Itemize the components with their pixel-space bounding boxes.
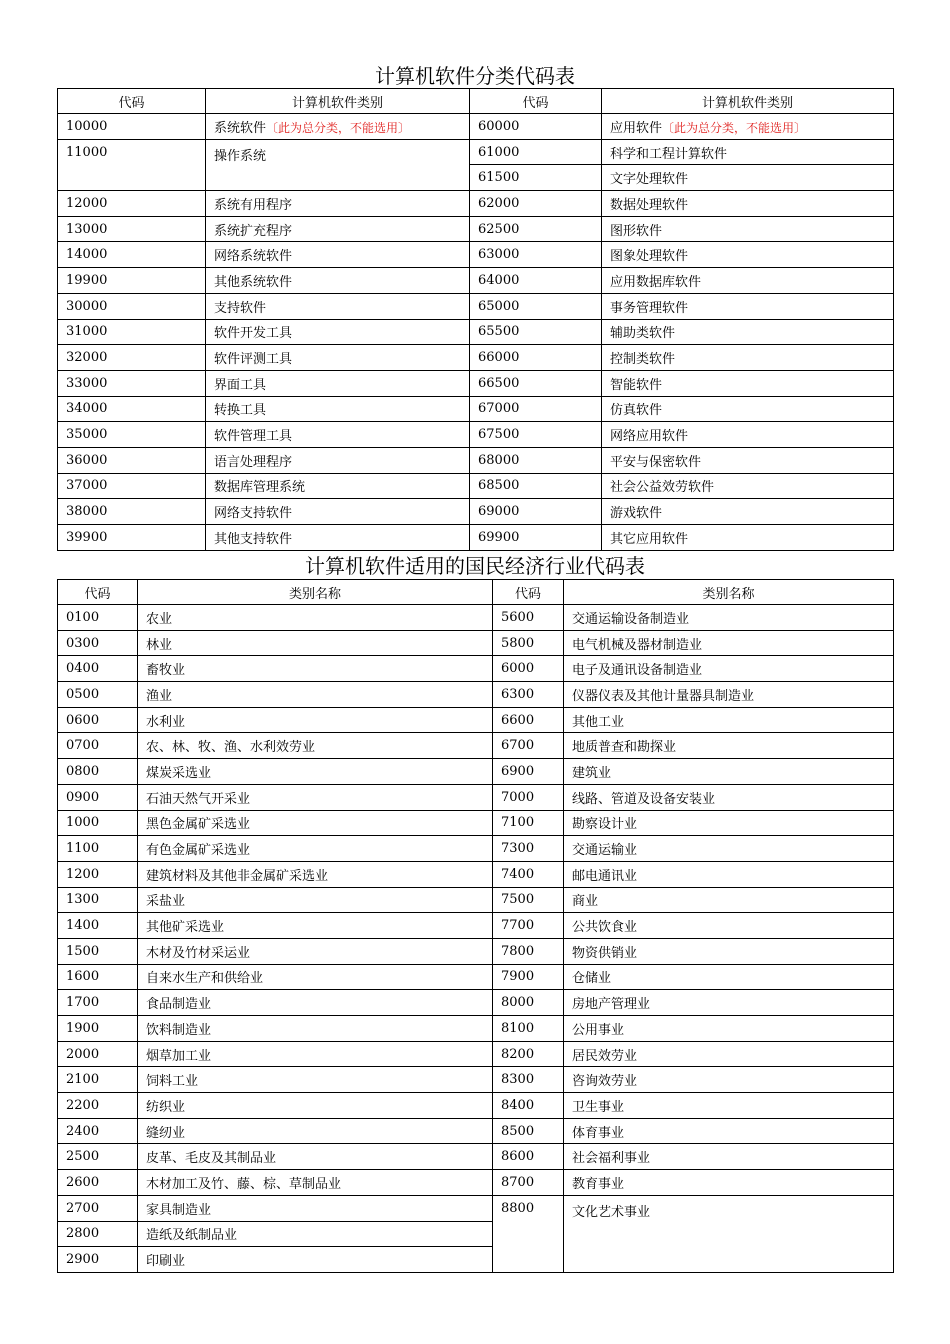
table-row	[58, 682, 894, 708]
name-cell: 商业	[564, 887, 894, 913]
header-code: 代码	[58, 89, 206, 114]
table-row	[58, 525, 894, 551]
code-cell: 39900	[58, 525, 206, 551]
category-cell	[206, 114, 470, 140]
name-cell: 建筑业	[564, 759, 894, 785]
code-cell: 1400	[58, 913, 138, 939]
table-row	[58, 759, 894, 785]
code-cell: 0300	[58, 630, 138, 656]
code-cell: 6000	[493, 656, 564, 682]
table-row	[58, 810, 894, 836]
code-cell: 5600	[493, 605, 564, 631]
code-cell: 14000	[58, 242, 206, 268]
code-cell: 12000	[58, 191, 206, 217]
table-row	[58, 707, 894, 733]
name-cell: 房地产管理业	[564, 990, 894, 1016]
name-cell: 居民效劳业	[564, 1041, 894, 1067]
name-cell: 物资供销业	[564, 938, 894, 964]
table-row	[58, 1093, 894, 1119]
code-cell: 8800	[493, 1195, 564, 1272]
code-cell: 8200	[493, 1041, 564, 1067]
header-category: 计算机软件类别	[602, 89, 894, 114]
category-cell: 社会公益效劳软件	[602, 473, 894, 499]
name-cell: 其他工业	[564, 707, 894, 733]
table-row	[58, 473, 894, 499]
code-cell: 30000	[58, 293, 206, 319]
category-cell: 科学和工程计算软件	[602, 139, 894, 165]
name-cell: 公共饮食业	[564, 913, 894, 939]
code-cell: 6700	[493, 733, 564, 759]
header-category: 计算机软件类别	[206, 89, 470, 114]
category-cell: 事务管理软件	[602, 293, 894, 319]
name-cell: 饲料工业	[138, 1067, 493, 1093]
table-row	[58, 1118, 894, 1144]
code-cell: 69900	[470, 525, 602, 551]
table-body	[58, 191, 894, 551]
code-cell: 0900	[58, 784, 138, 810]
header-code: 代码	[470, 89, 602, 114]
table-row	[58, 1067, 894, 1093]
name-cell: 木材加工及竹、藤、棕、草制品业	[138, 1170, 493, 1196]
code-cell: 7900	[493, 964, 564, 990]
table-row	[58, 319, 894, 345]
category-cell: 软件管理工具	[206, 422, 470, 448]
category-cell: 其他系统软件	[206, 268, 470, 294]
code-cell: 61500	[470, 165, 602, 191]
code-cell: 1200	[58, 861, 138, 887]
category-cell: 软件评测工具	[206, 345, 470, 371]
code-cell: 2700	[58, 1195, 138, 1221]
code-cell: 62500	[470, 216, 602, 242]
name-cell: 体育事业	[564, 1118, 894, 1144]
table-row	[58, 422, 894, 448]
category-cell: 转换工具	[206, 396, 470, 422]
category-cell: 应用数据库软件	[602, 268, 894, 294]
code-cell: 34000	[58, 396, 206, 422]
name-cell: 黑色金属矿采选业	[138, 810, 493, 836]
industry-code-title: 计算机软件适用的国民经济行业代码表	[305, 554, 645, 578]
code-cell: 1300	[58, 887, 138, 913]
name-cell: 咨询效劳业	[564, 1067, 894, 1093]
table-row	[58, 733, 894, 759]
code-cell: 2000	[58, 1041, 138, 1067]
name-cell: 勘察设计业	[564, 810, 894, 836]
name-cell: 畜牧业	[138, 656, 493, 682]
code-cell: 65500	[470, 319, 602, 345]
table-row	[58, 293, 894, 319]
name-cell: 仪器仪表及其他计量器具制造业	[564, 682, 894, 708]
code-cell: 68000	[470, 447, 602, 473]
name-cell: 自来水生产和供给业	[138, 964, 493, 990]
name-cell: 采盐业	[138, 887, 493, 913]
category-cell: 支持软件	[206, 293, 470, 319]
category-cell: 控制类软件	[602, 345, 894, 371]
name-cell: 电气机械及器材制造业	[564, 630, 894, 656]
table-row	[58, 216, 894, 242]
table-row	[58, 242, 894, 268]
software-classification-table	[57, 88, 894, 551]
table-row	[58, 836, 894, 862]
name-cell: 交通运输业	[564, 836, 894, 862]
code-cell: 0100	[58, 605, 138, 631]
category-cell: 系统扩充程序	[206, 216, 470, 242]
name-cell: 公用事业	[564, 1016, 894, 1042]
table-row	[58, 938, 894, 964]
table-row	[58, 370, 894, 396]
category-cell: 辅助类软件	[602, 319, 894, 345]
code-cell: 7400	[493, 861, 564, 887]
category-cell: 操作系统	[206, 139, 470, 190]
table-row	[58, 499, 894, 525]
name-cell: 建筑材料及其他非金属矿采选业	[138, 861, 493, 887]
code-cell: 69000	[470, 499, 602, 525]
category-cell: 文字处理软件	[602, 165, 894, 191]
code-cell: 13000	[58, 216, 206, 242]
table-row	[58, 990, 894, 1016]
header-code: 代码	[58, 580, 138, 605]
name-cell: 邮电通讯业	[564, 861, 894, 887]
code-cell: 38000	[58, 499, 206, 525]
name-cell: 缝纫业	[138, 1118, 493, 1144]
code-cell: 60000	[470, 114, 602, 140]
table-row	[58, 191, 894, 217]
code-cell: 8500	[493, 1118, 564, 1144]
table-row	[58, 1195, 894, 1221]
name-cell: 教育事业	[564, 1170, 894, 1196]
code-cell: 2100	[58, 1067, 138, 1093]
name-cell: 农业	[138, 605, 493, 631]
code-cell: 5800	[493, 630, 564, 656]
category-cell: 界面工具	[206, 370, 470, 396]
header-name: 类别名称	[138, 580, 493, 605]
name-cell: 文化艺术事业	[564, 1195, 894, 1272]
table-row	[58, 114, 894, 140]
code-cell: 67500	[470, 422, 602, 448]
table-row	[58, 396, 894, 422]
name-cell: 交通运输设备制造业	[564, 605, 894, 631]
table-header-row	[58, 580, 894, 605]
name-cell: 木材及竹材采运业	[138, 938, 493, 964]
name-cell: 饮料制造业	[138, 1016, 493, 1042]
table-row	[58, 447, 894, 473]
code-cell: 7100	[493, 810, 564, 836]
code-cell: 8300	[493, 1067, 564, 1093]
code-cell: 0800	[58, 759, 138, 785]
category-cell: 网络支持软件	[206, 499, 470, 525]
name-cell: 渔业	[138, 682, 493, 708]
category-name: 应用软件	[610, 120, 663, 136]
name-cell: 社会福利事业	[564, 1144, 894, 1170]
code-cell: 1700	[58, 990, 138, 1016]
name-cell: 林业	[138, 630, 493, 656]
code-cell: 2400	[58, 1118, 138, 1144]
table-row	[58, 964, 894, 990]
name-cell: 电子及通讯设备制造业	[564, 656, 894, 682]
code-cell: 7800	[493, 938, 564, 964]
name-cell: 烟草加工业	[138, 1041, 493, 1067]
code-cell: 6900	[493, 759, 564, 785]
name-cell: 地质普查和勘探业	[564, 733, 894, 759]
category-cell: 数据库管理系统	[206, 473, 470, 499]
header-code: 代码	[493, 580, 564, 605]
code-cell: 66000	[470, 345, 602, 371]
code-cell: 2600	[58, 1170, 138, 1196]
code-cell: 7700	[493, 913, 564, 939]
table-row	[58, 913, 894, 939]
category-cell: 系统有用程序	[206, 191, 470, 217]
table-header-row	[58, 89, 894, 114]
table-row	[58, 1041, 894, 1067]
table-row	[58, 784, 894, 810]
total-category-note: 〔此为总分类，不能选用〕	[662, 120, 807, 135]
code-cell: 0400	[58, 656, 138, 682]
name-cell: 石油天然气开采业	[138, 784, 493, 810]
code-cell: 8100	[493, 1016, 564, 1042]
table-row	[58, 630, 894, 656]
category-cell: 图形软件	[602, 216, 894, 242]
table-row	[58, 1170, 894, 1196]
code-cell: 2200	[58, 1093, 138, 1119]
code-cell: 2800	[58, 1221, 138, 1247]
code-cell: 8600	[493, 1144, 564, 1170]
code-cell: 7500	[493, 887, 564, 913]
name-cell: 线路、管道及设备安装业	[564, 784, 894, 810]
code-cell: 1500	[58, 938, 138, 964]
code-cell: 37000	[58, 473, 206, 499]
code-cell: 6300	[493, 682, 564, 708]
code-cell: 8700	[493, 1170, 564, 1196]
code-cell: 2900	[58, 1247, 138, 1273]
category-cell: 图象处理软件	[602, 242, 894, 268]
name-cell: 其他矿采选业	[138, 913, 493, 939]
industry-code-table	[57, 579, 894, 1273]
table-row	[58, 861, 894, 887]
code-cell: 63000	[470, 242, 602, 268]
table-body	[58, 605, 894, 1273]
name-cell: 仓储业	[564, 964, 894, 990]
table-row	[58, 139, 894, 165]
name-cell: 皮革、毛皮及其制品业	[138, 1144, 493, 1170]
code-cell: 0700	[58, 733, 138, 759]
code-cell: 19900	[58, 268, 206, 294]
software-classification-title: 计算机软件分类代码表	[375, 64, 575, 88]
code-cell: 62000	[470, 191, 602, 217]
name-cell: 纺织业	[138, 1093, 493, 1119]
category-cell: 智能软件	[602, 370, 894, 396]
category-name: 系统软件	[214, 120, 267, 136]
table-row	[58, 656, 894, 682]
table-row	[58, 1016, 894, 1042]
code-cell: 65000	[470, 293, 602, 319]
code-cell: 1000	[58, 810, 138, 836]
table-row	[58, 887, 894, 913]
code-cell: 1100	[58, 836, 138, 862]
code-cell: 6600	[493, 707, 564, 733]
name-cell: 农、林、牧、渔、水利效劳业	[138, 733, 493, 759]
name-cell: 食品制造业	[138, 990, 493, 1016]
category-cell: 其他支持软件	[206, 525, 470, 551]
name-cell: 造纸及纸制品业	[138, 1221, 493, 1247]
code-cell: 11000	[58, 139, 206, 190]
code-cell: 8400	[493, 1093, 564, 1119]
name-cell: 水利业	[138, 707, 493, 733]
category-cell: 软件开发工具	[206, 319, 470, 345]
table-row	[58, 268, 894, 294]
code-cell: 61000	[470, 139, 602, 165]
table-row	[58, 605, 894, 631]
name-cell: 煤炭采选业	[138, 759, 493, 785]
code-cell: 0500	[58, 682, 138, 708]
code-cell: 64000	[470, 268, 602, 294]
code-cell: 32000	[58, 345, 206, 371]
code-cell: 7000	[493, 784, 564, 810]
name-cell: 有色金属矿采选业	[138, 836, 493, 862]
category-cell: 平安与保密软件	[602, 447, 894, 473]
category-cell: 网络系统软件	[206, 242, 470, 268]
code-cell: 1600	[58, 964, 138, 990]
code-cell: 31000	[58, 319, 206, 345]
name-cell: 卫生事业	[564, 1093, 894, 1119]
category-cell: 数据处理软件	[602, 191, 894, 217]
name-cell: 家具制造业	[138, 1195, 493, 1221]
code-cell: 2500	[58, 1144, 138, 1170]
code-cell: 67000	[470, 396, 602, 422]
code-cell: 66500	[470, 370, 602, 396]
code-cell: 7300	[493, 836, 564, 862]
category-cell: 语言处理程序	[206, 447, 470, 473]
code-cell: 10000	[58, 114, 206, 140]
code-cell: 8000	[493, 990, 564, 1016]
table-row	[58, 1144, 894, 1170]
name-cell: 印刷业	[138, 1247, 493, 1273]
total-category-note: 〔此为总分类，不能选用〕	[266, 120, 411, 135]
category-cell: 其它应用软件	[602, 525, 894, 551]
code-cell: 36000	[58, 447, 206, 473]
category-cell: 仿真软件	[602, 396, 894, 422]
category-cell	[602, 114, 894, 140]
code-cell: 68500	[470, 473, 602, 499]
category-cell: 网络应用软件	[602, 422, 894, 448]
category-cell: 游戏软件	[602, 499, 894, 525]
table-row	[58, 345, 894, 371]
code-cell: 33000	[58, 370, 206, 396]
header-name: 类别名称	[564, 580, 894, 605]
code-cell: 35000	[58, 422, 206, 448]
code-cell: 1900	[58, 1016, 138, 1042]
code-cell: 0600	[58, 707, 138, 733]
